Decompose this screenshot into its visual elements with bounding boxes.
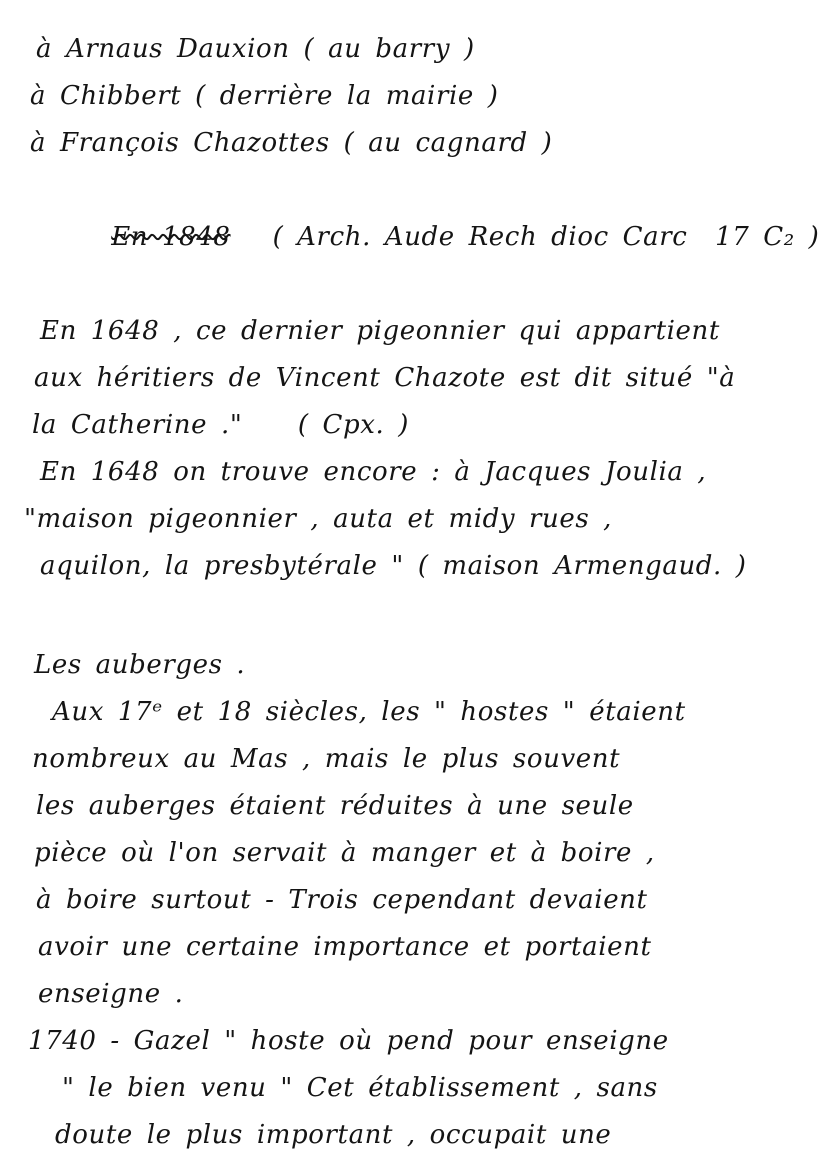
- handwritten-line-12: Aux 17ᵉ et 18 siècles, les " hostes " étaient: [52, 697, 686, 727]
- handwritten-line-4: [28, 167, 819, 308]
- handwritten-line-9: "maison pigeonnier , auta et midy rues ,: [24, 504, 613, 534]
- handwritten-line-7: la Catherine ." ( Cpx. ): [32, 410, 409, 440]
- handwritten-line-13: nombreux au Mas , mais le plus souvent: [32, 744, 621, 774]
- handwritten-line-14: les auberges étaient réduites à une seule: [36, 791, 634, 821]
- archive-reference: ( Arch. Aude Rech dioc Carc 17 C₂ ): [272, 222, 819, 252]
- handwritten-line-1: à Arnaus Dauxion ( au barry ): [36, 34, 475, 64]
- handwritten-line-18: enseigne .: [38, 979, 184, 1009]
- handwritten-line-10: aquilon, la presbytérale " ( maison Armengaud. ): [40, 551, 747, 581]
- section-heading-les-auberges: Les auberges .: [34, 650, 246, 680]
- handwritten-line-2: à Chibbert ( derrière la mairie ): [30, 81, 499, 111]
- handwritten-line-5: En 1648 , ce dernier pigeonnier qui appartient: [40, 316, 720, 346]
- handwritten-line-21: doute le plus important , occupait une: [55, 1120, 612, 1150]
- handwritten-line-17: avoir une certaine importance et portaient: [38, 932, 652, 962]
- handwritten-line-3: à François Chazottes ( au cagnard ): [30, 128, 553, 158]
- struck-out-text: En 1848: [111, 222, 231, 252]
- handwritten-line-15: pièce où l'on servait à manger et à boire ,: [34, 838, 655, 868]
- handwritten-line-19: 1740 - Gazel " hoste où pend pour enseigne: [28, 1026, 669, 1056]
- handwritten-line-20: " le bien venu " Cet établissement , sans: [62, 1073, 658, 1103]
- handwritten-line-16: à boire surtout - Trois cependant devaient: [36, 885, 648, 915]
- handwritten-line-6: aux héritiers de Vincent Chazote est dit situé "à: [34, 363, 736, 393]
- handwritten-line-8: En 1648 on trouve encore : à Jacques Joulia ,: [40, 457, 707, 487]
